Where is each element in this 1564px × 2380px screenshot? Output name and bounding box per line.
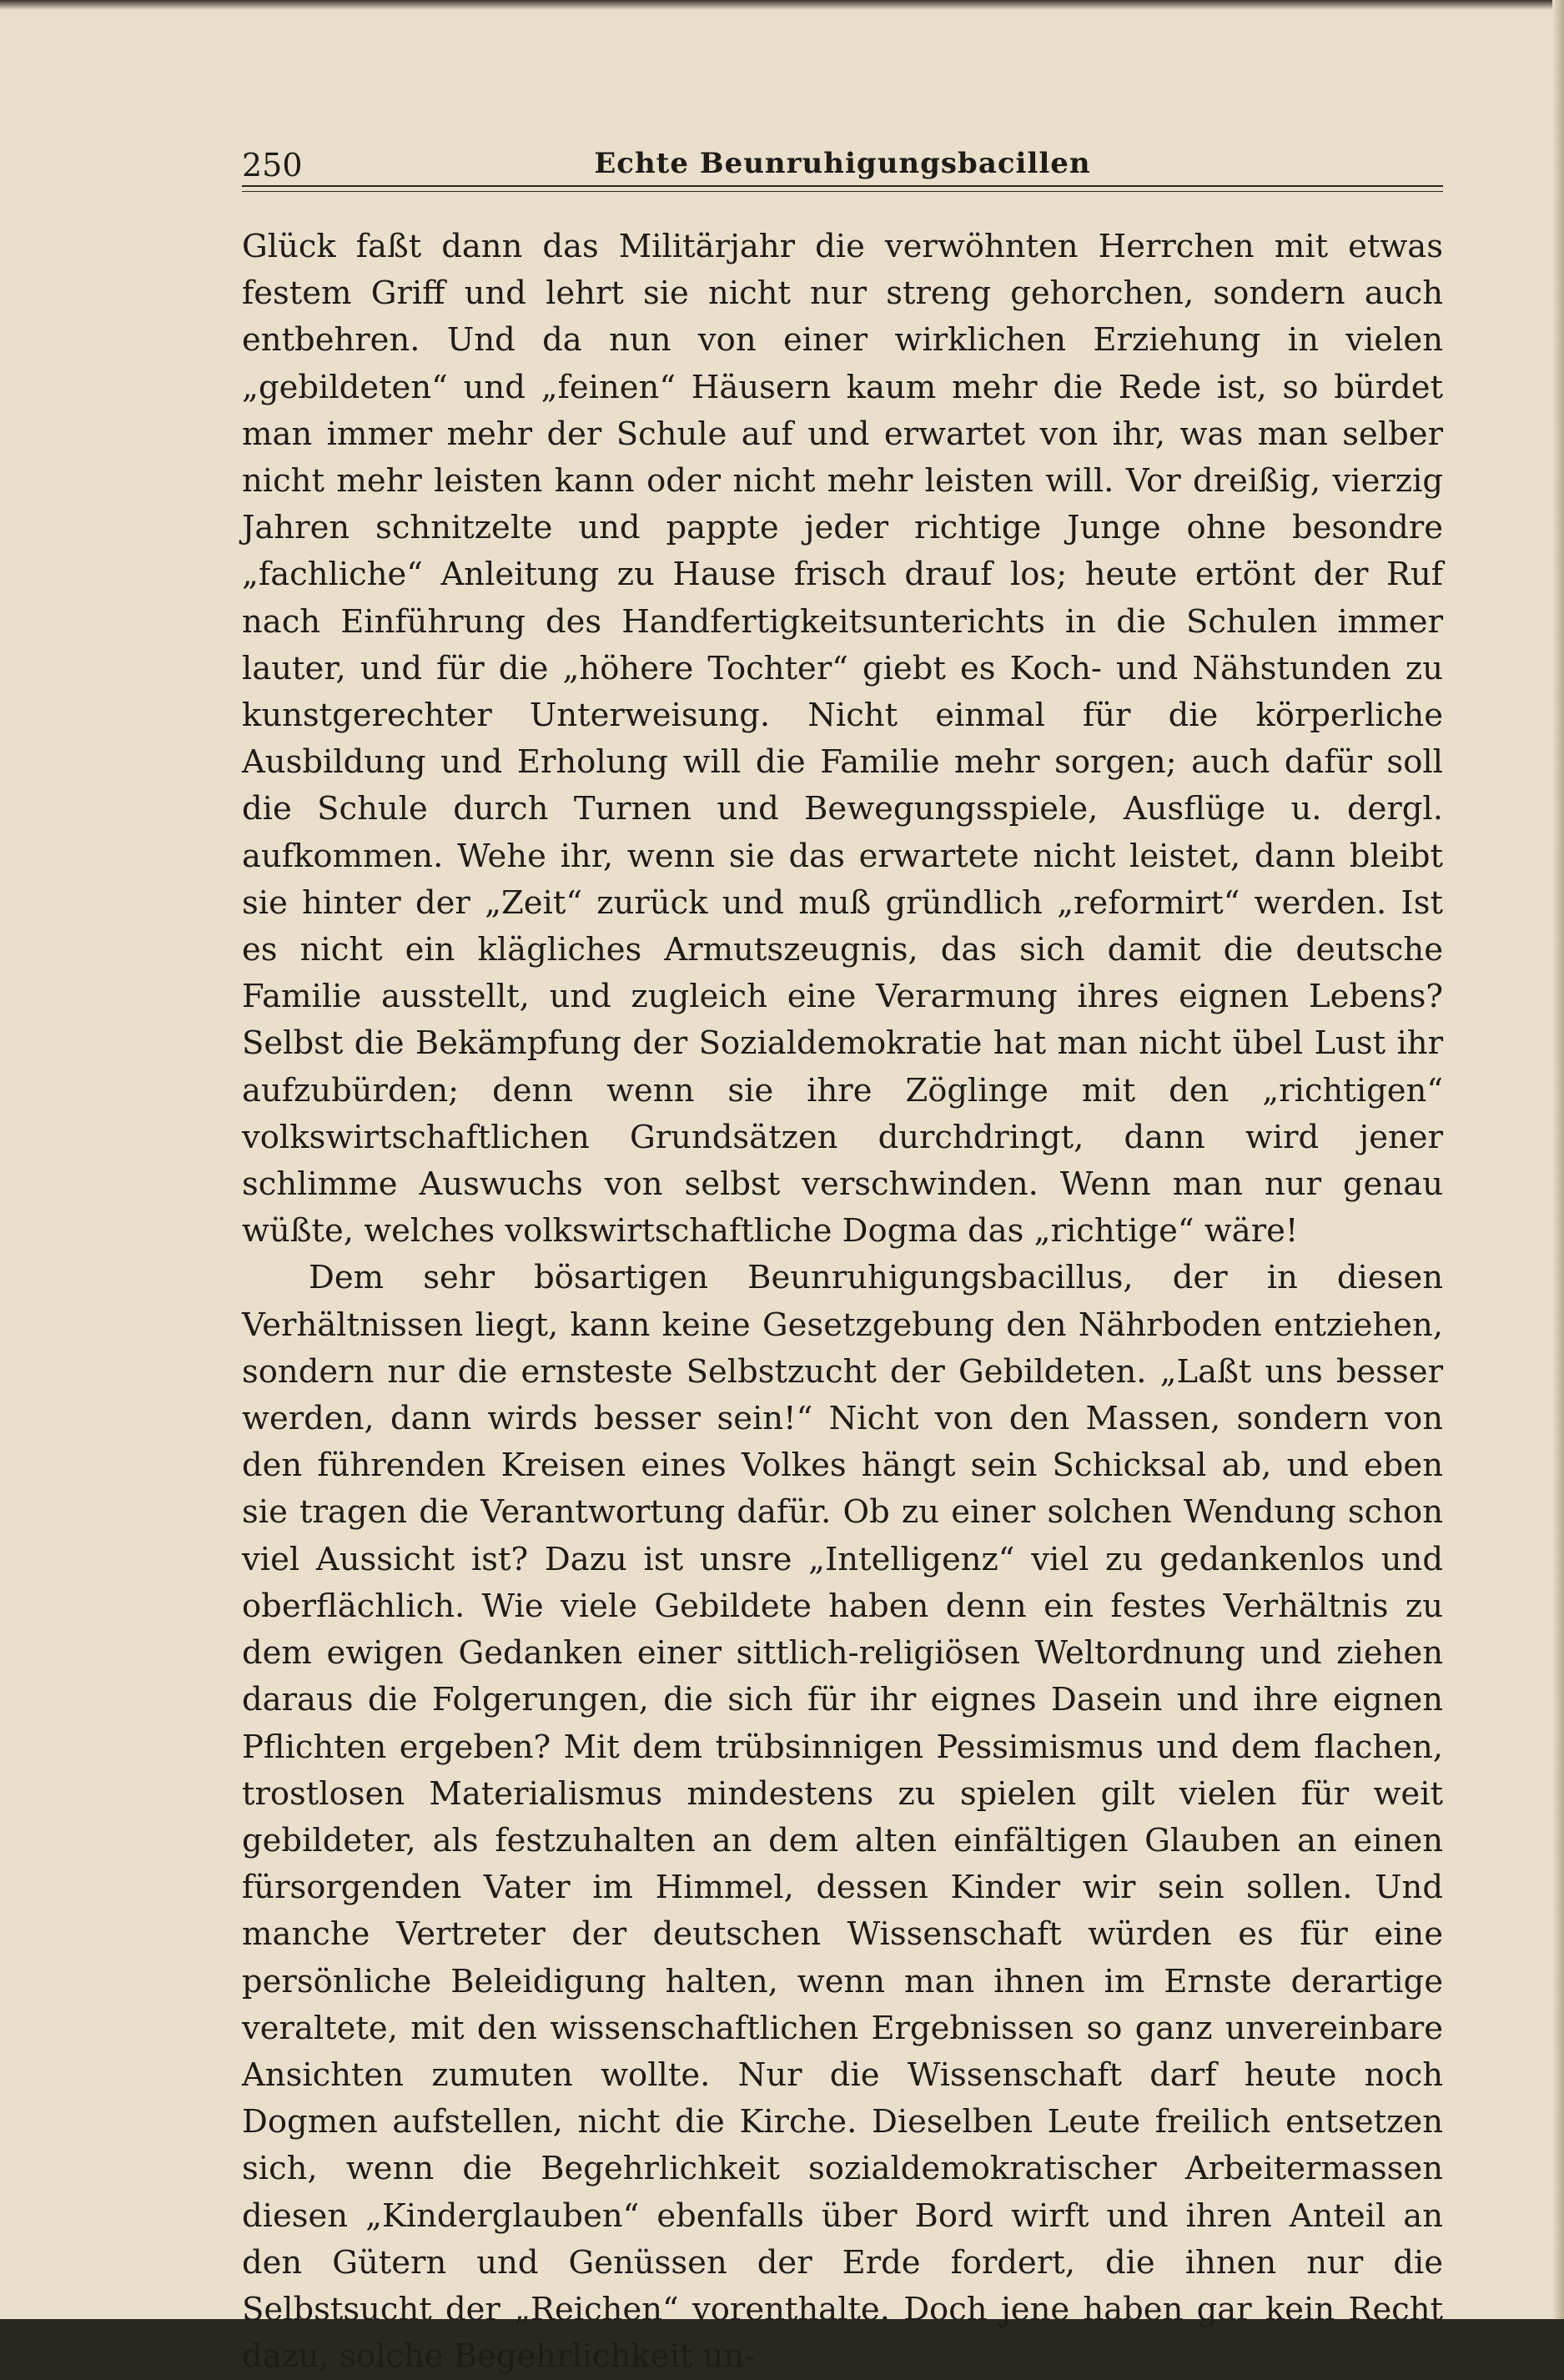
page-header xyxy=(242,140,1443,190)
page-edge-shadow xyxy=(1552,0,1564,2319)
page-number: 250 xyxy=(242,147,303,184)
paragraph-1: Glück faßt dann das Militärjahr die verwöhnten Herrchen mit etwas festem Griff und lehrt sie nicht nur streng gehorchen, sondern auch entbehren. Und da nun von einer wirklichen Erziehung in vielen „gebildeten“ und „feinen“ Häusern kaum mehr die Rede ist, so bürdet man immer mehr der Schule auf und erwartet von ihr, was man selber nicht mehr leisten kann oder nicht mehr leisten will. Vor dreißig, vierzig Jahren schnitzelte und pappte jeder richtige Junge ohne besondre „fachliche“ Anleitung zu Hause frisch drauf los; heute ertönt der Ruf nach Einführung des Handfertigkeitsunterichts in die Schulen immer lauter, und für die „höhere Tochter“ giebt es Koch- und Nähstunden zu kunstgerechter Unterweisung. Nicht einmal für die körperliche Ausbildung und Erholung will die Familie mehr sorgen; auch dafür soll die Schule durch Turnen und Bewegungsspiele, Ausflüge u. dergl. aufkommen. Wehe ihr, wenn sie das erwartete nicht leistet, dann bleibt sie hinter der „Zeit“ zurück und muß gründlich „reformirt“ werden. Ist es nicht ein klägliches Armutszeugnis, das sich damit die deutsche Familie ausstellt, und zugleich eine Verarmung ihres eignen Lebens? Selbst die Bekämpfung der Sozialdemokratie hat man nicht übel Lust ihr aufzubürden; denn wenn sie ihre Zöglinge mit den „richtigen“ volkswirtschaftlichen Grundsätzen durchdringt, dann wird jener schlimme Auswuchs von selbst verschwinden. Wenn man nur genau wüßte, welches volkswirtschaftliche Dogma das „richtige“ wäre! xyxy=(242,228,1443,1250)
header-rule-top xyxy=(242,185,1443,187)
running-title: Echte Beunruhigungsbacillen xyxy=(594,147,1091,180)
header-rule-bottom xyxy=(242,191,1443,192)
page-top-shadow xyxy=(0,0,1564,10)
body-text xyxy=(242,224,1443,2380)
paragraph-2: Dem sehr bösartigen Beunruhigungsbacillus, der in diesen Verhältnissen liegt, kann keine Gesetzgebung den Nährboden entziehen, sondern nur die ernsteste Selbstzucht der Gebildeten. „Laßt uns besser werden, dann wirds besser sein!“ Nicht von den Massen, sondern von den führenden Kreisen eines Volkes hängt sein Schicksal ab, und eben sie tragen die Verantwortung dafür. Ob zu einer solchen Wendung schon viel Aussicht ist? Dazu ist unsre „Intelligenz“ viel zu gedankenlos und oberflächlich. Wie viele Gebildete haben denn ein festes Verhältnis zu dem ewigen Gedanken einer sittlich-religiösen Weltordnung und ziehen daraus die Folgerungen, die sich für ihr eignes Dasein und ihre eignen Pflichten ergeben? Mit dem trübsinnigen Pessimismus und dem flachen, trostlosen Materialismus mindestens zu spielen gilt vielen für weit gebildeter, als festzuhalten an dem alten einfältigen Glauben an einen fürsorgenden Vater im Himmel, dessen Kinder wir sein sollen. Und manche Vertreter der deutschen Wissenschaft würden es für eine persönliche Beleidigung halten, wenn man ihnen im Ernste derartige veraltete, mit den wissenschaftlichen Ergebnissen so ganz unvereinbare Ansichten zumuten wollte. Nur die Wissenschaft darf heute noch Dogmen aufstellen, nicht die Kirche. Dieselben Leute freilich entsetzen sich, wenn die Begehrlichkeit sozialdemokratischer Arbeitermassen diesen „Kinderglauben“ ebenfalls über Bord wirft und ihren Anteil an den Gütern und Genüssen der Erde fordert, die ihnen nur die Selbstsucht der „Reichen“ vorenthalte. Doch jene haben gar kein Recht dazu, solche Begehrlichkeit un- xyxy=(242,1259,1443,2376)
